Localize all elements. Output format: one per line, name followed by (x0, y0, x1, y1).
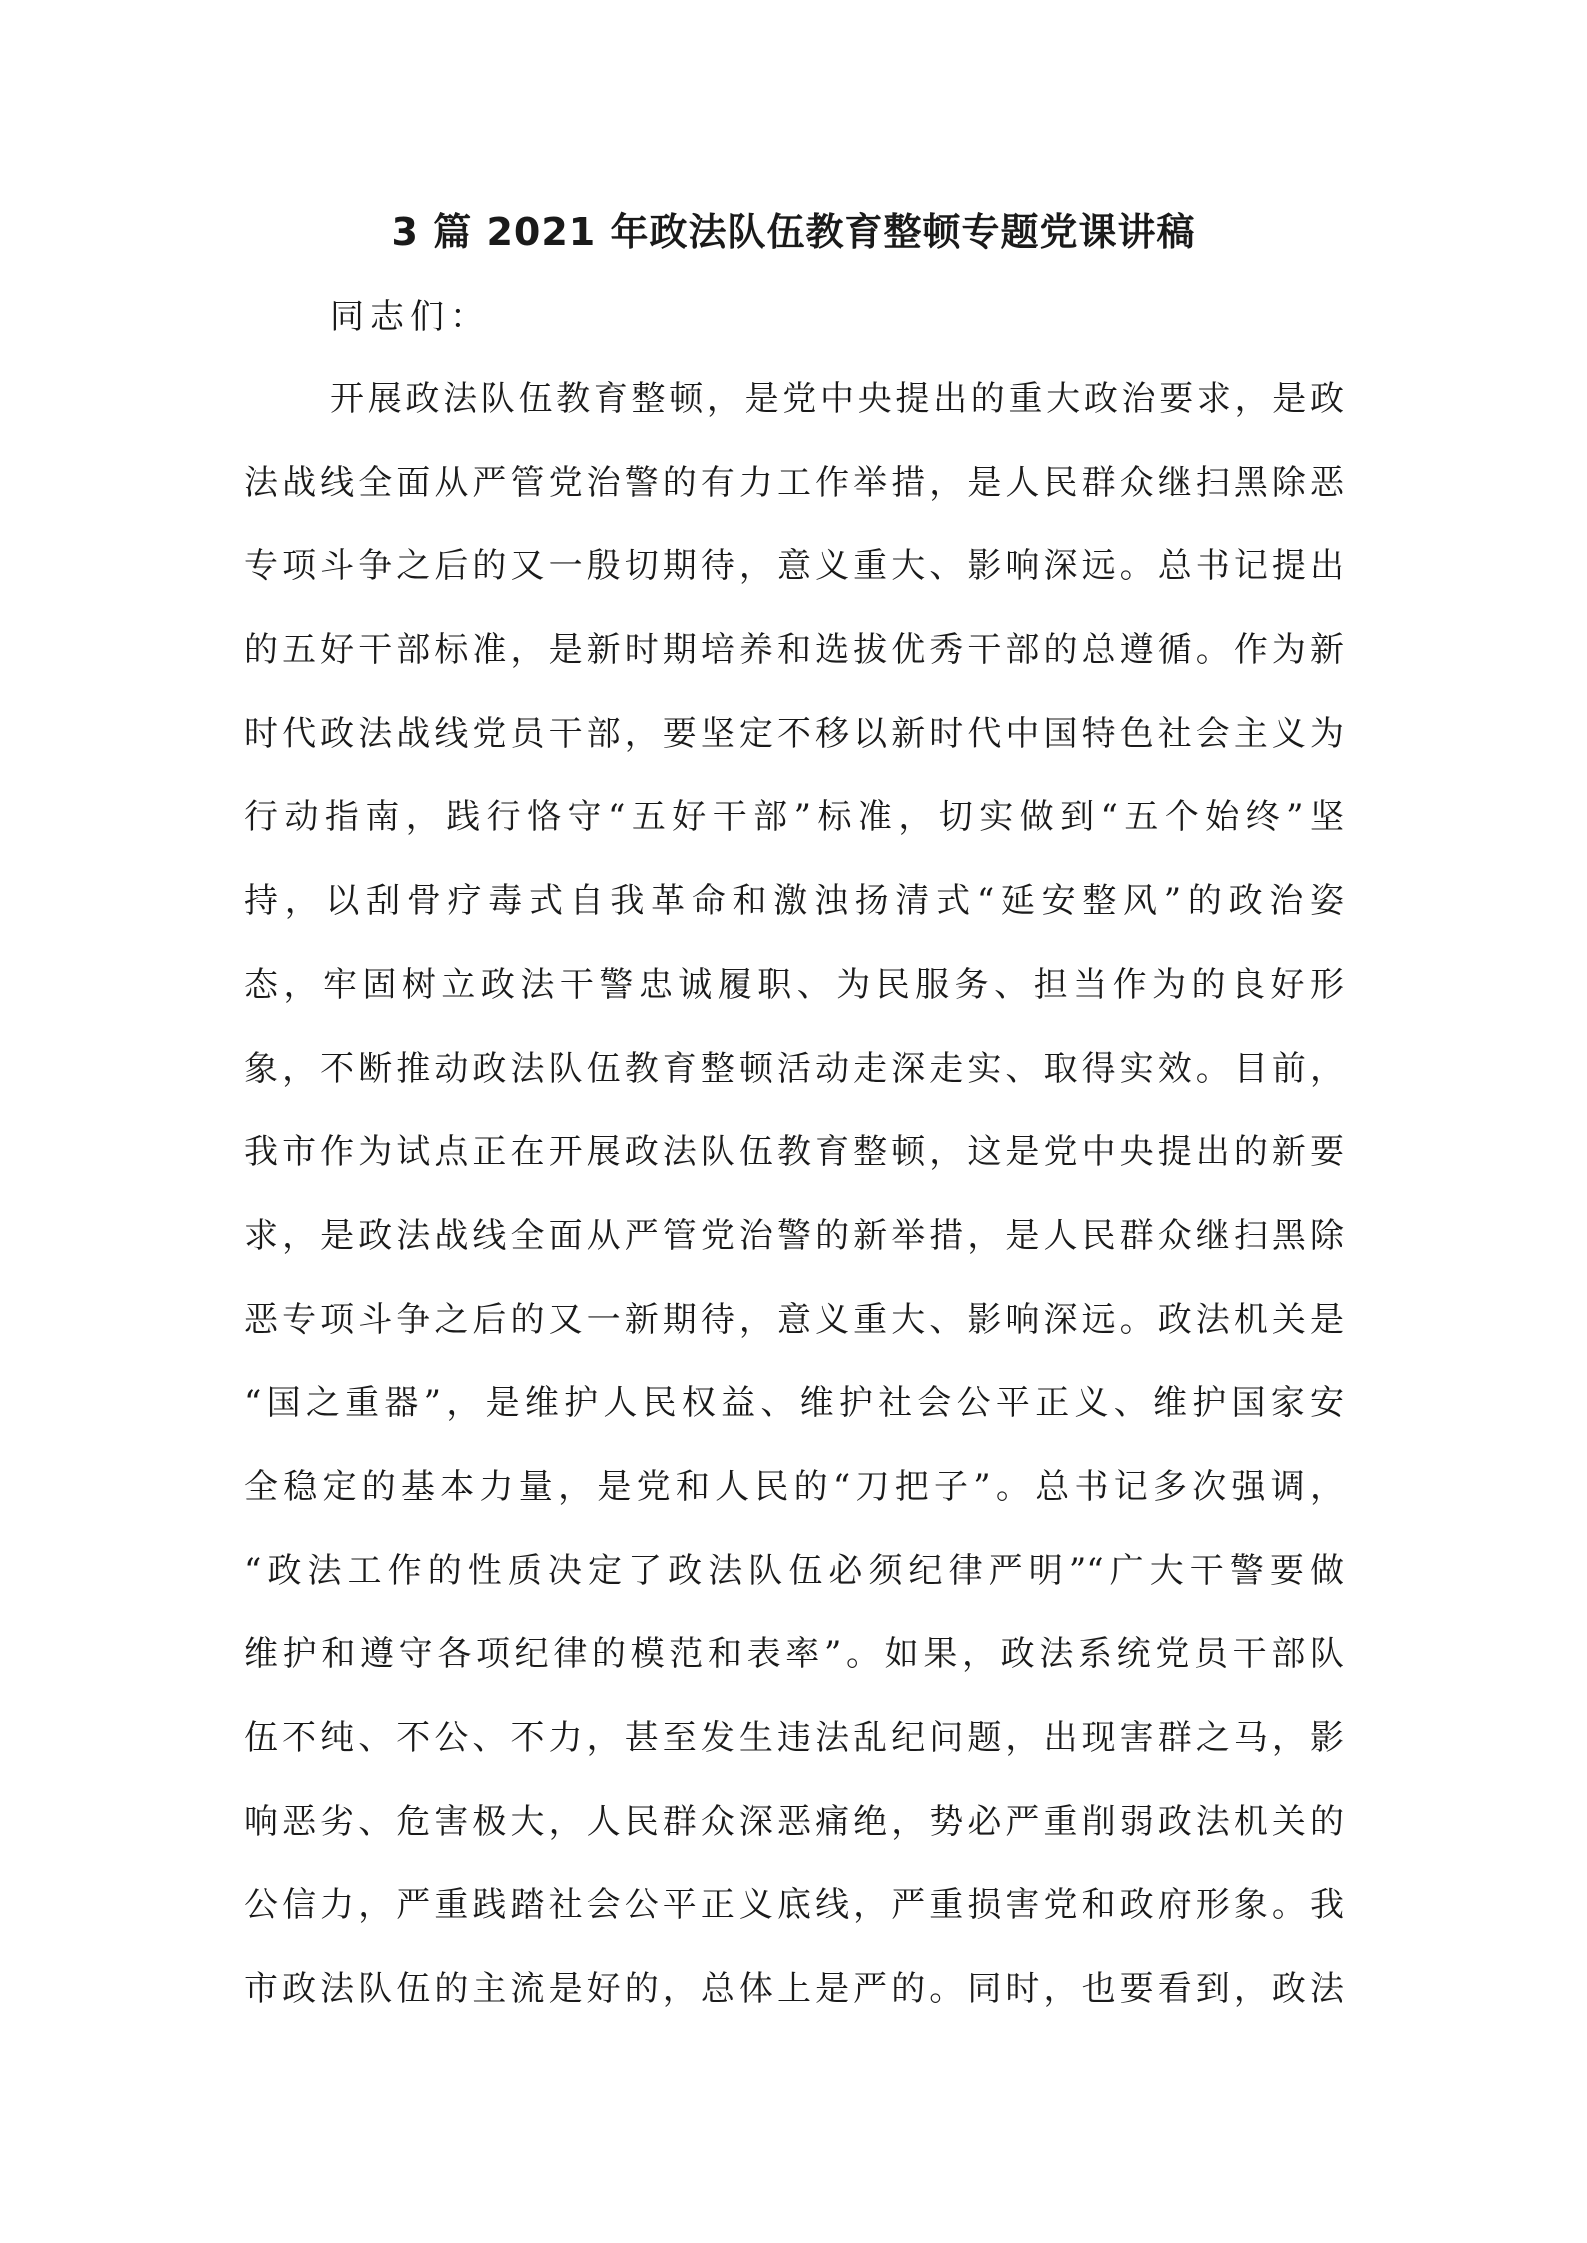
text-line: 持，以刮骨疗毒式自我革命和激浊扬清式“延安整风”的政治姿 (244, 881, 1344, 922)
text-line: 响恶劣、危害极大，人民群众深恶痛绝，势必严重削弱政法机关的 (244, 1801, 1344, 1842)
text-line: 行动指南，践行恪守“五好干部”标准，切实做到“五个始终”坚 (244, 797, 1344, 838)
text-line: “国之重器”，是维护人民权益、维护社会公平正义、维护国家安 (244, 1383, 1344, 1424)
body-paragraph (244, 372, 1344, 2046)
text-line: 全稳定的基本力量，是党和人民的“刀把子”。总书记多次强调， (244, 1466, 1344, 1507)
greeting: 同志们： (330, 297, 490, 337)
text-line: 的五好干部标准，是新时期培养和选拔优秀干部的总遵循。作为新 (244, 630, 1344, 671)
text-line: 公信力，严重践踏社会公平正义底线，严重损害党和政府形象。我 (244, 1885, 1344, 1926)
document-title: 3 篇 2021 年政法队伍教育整顿专题党课讲稿 (391, 210, 1196, 254)
text-line: 象，不断推动政法队伍教育整顿活动走深走实、取得实效。目前， (244, 1048, 1344, 1089)
text-line: 开展政法队伍教育整顿，是党中央提出的重大政治要求，是政 (330, 379, 1344, 419)
text-line: 维护和遵守各项纪律的模范和表率”。如果，政法系统党员干部队 (244, 1634, 1344, 1675)
text-line: 伍不纯、不公、不力，甚至发生违法乱纪问题，出现害群之马，影 (244, 1718, 1344, 1758)
text-line: 求，是政法战线全面从严管党治警的新举措，是人民群众继扫黑除 (244, 1215, 1344, 1256)
text-line: 恶专项斗争之后的又一新期待，意义重大、影响深远。政法机关是 (244, 1299, 1344, 1340)
text-line: 态，牢固树立政法干警忠诚履职、为民服务、担当作为的良好形 (244, 964, 1344, 1005)
text-line: 专项斗争之后的又一殷切期待，意义重大、影响深远。总书记提出 (244, 546, 1344, 587)
text-line: 法战线全面从严管党治警的有力工作举措，是人民群众继扫黑除恶 (244, 462, 1344, 503)
text-line: 时代政法战线党员干部，要坚定不移以新时代中国特色社会主义为 (244, 713, 1344, 754)
text-line: “政法工作的性质决定了政法队伍必须纪律严明”“广大干警要做 (244, 1550, 1344, 1591)
text-line: 我市作为试点正在开展政法队伍教育整顿，这是党中央提出的新要 (244, 1132, 1344, 1173)
text-line: 市政法队伍的主流是好的，总体上是严的。同时，也要看到，政法 (244, 1969, 1344, 2010)
